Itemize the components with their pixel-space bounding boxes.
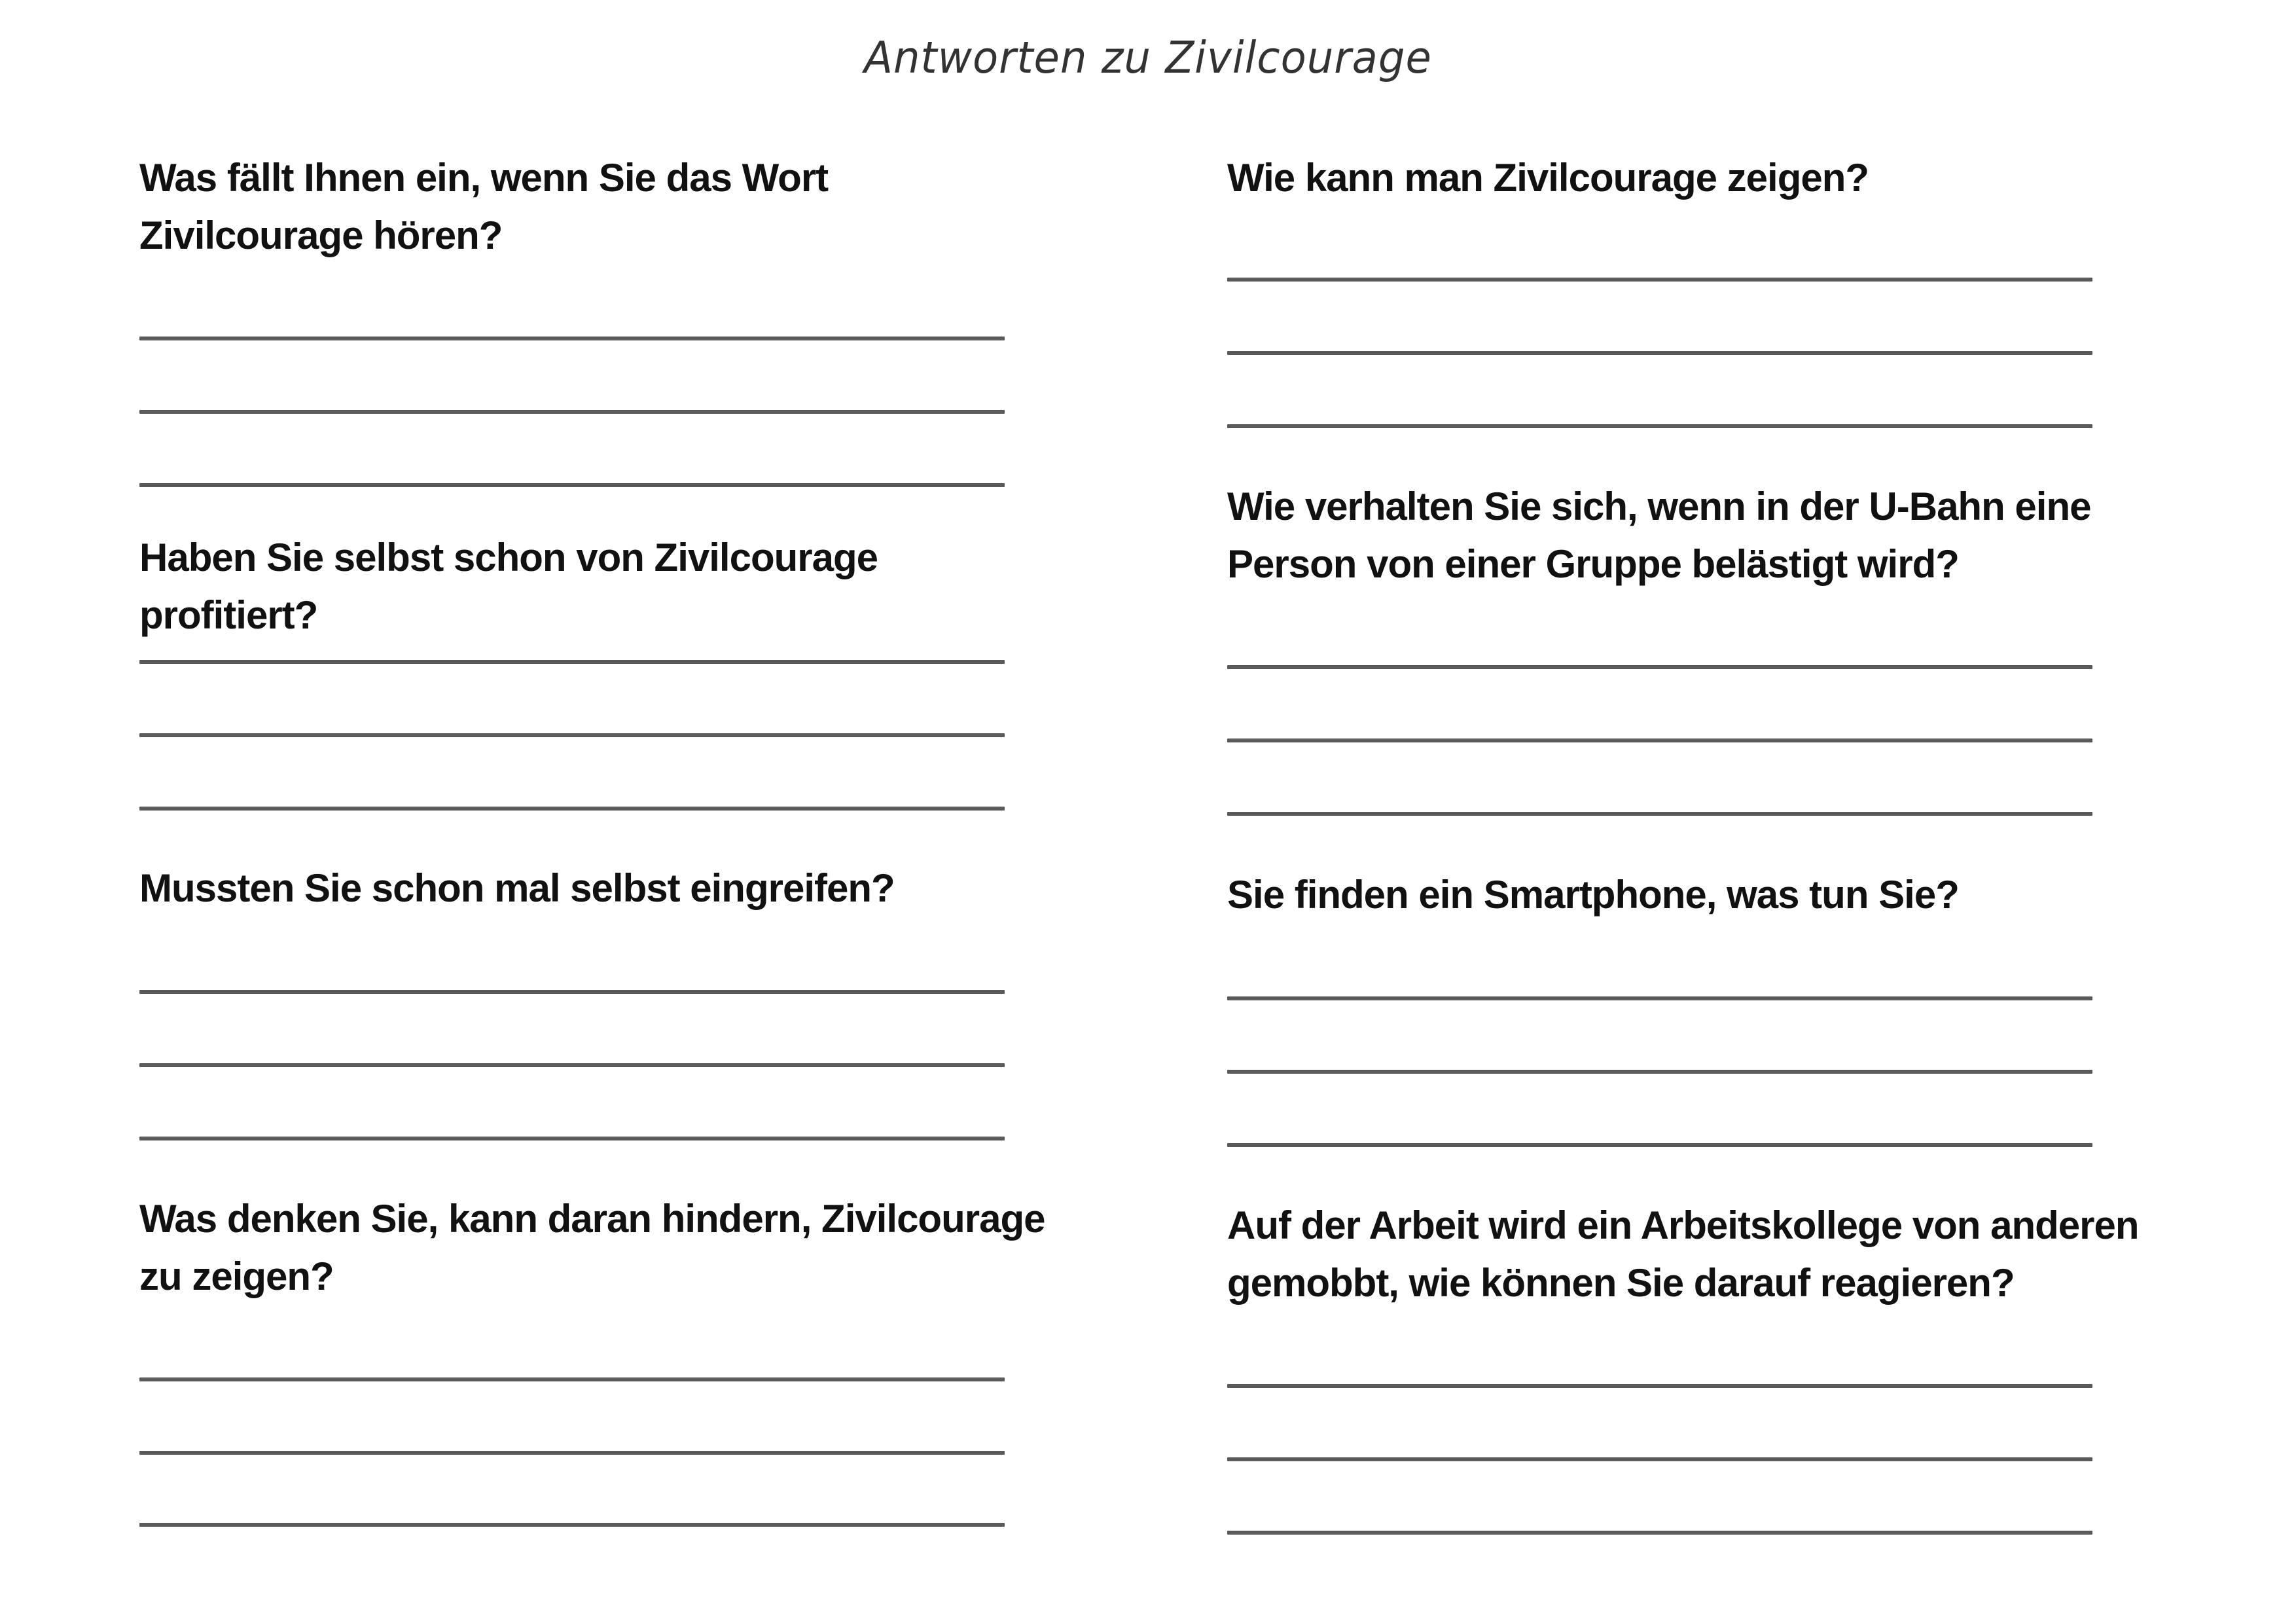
answer-line[interactable] (1227, 812, 2092, 816)
question-5: Wie kann man Zivilcourage zeigen? (1227, 156, 1869, 200)
answer-line[interactable] (139, 483, 1005, 487)
answer-line[interactable] (139, 1451, 1005, 1455)
answer-line[interactable] (139, 1063, 1005, 1067)
question-7: Sie finden ein Smartphone, was tun Sie? (1227, 873, 1959, 917)
answer-line[interactable] (1227, 278, 2092, 282)
answer-line[interactable] (139, 733, 1005, 737)
answer-line[interactable] (139, 1377, 1005, 1381)
question-3: Mussten Sie schon mal selbst eingreifen? (139, 866, 895, 910)
answer-line[interactable] (1227, 351, 2092, 355)
answer-line[interactable] (139, 1523, 1005, 1527)
answer-line[interactable] (139, 660, 1005, 664)
answer-line[interactable] (139, 1137, 1005, 1140)
answer-line[interactable] (1227, 1384, 2092, 1388)
worksheet-title: Antworten zu Zivilcourage (864, 33, 1432, 84)
answer-line[interactable] (1227, 739, 2092, 742)
answer-line[interactable] (1227, 1457, 2092, 1461)
answer-line[interactable] (1227, 424, 2092, 428)
question-1: Was fällt Ihnen ein, wenn Sie das Wort Zivilcourage hören? (139, 156, 829, 257)
answer-line[interactable] (1227, 996, 2092, 1000)
answer-line[interactable] (1227, 665, 2092, 669)
answer-line[interactable] (1227, 1531, 2092, 1535)
answer-line[interactable] (1227, 1070, 2092, 1074)
question-4: Was denken Sie, kann daran hindern, Zivilcourage zu zeigen? (139, 1197, 1045, 1298)
question-2: Haben Sie selbst schon von Zivilcourage profitiert? (139, 536, 878, 637)
question-8: Auf der Arbeit wird ein Arbeitskollege von anderen gemobbt, wie können Sie darauf reagieren? (1227, 1203, 2139, 1305)
question-6: Wie verhalten Sie sich, wenn in der U-Bahn eine Person von einer Gruppe belästigt wird? (1227, 484, 2091, 586)
answer-line[interactable] (139, 990, 1005, 994)
answer-line[interactable] (139, 337, 1005, 340)
answer-line[interactable] (1227, 1143, 2092, 1147)
answer-line[interactable] (139, 807, 1005, 811)
answer-line[interactable] (139, 410, 1005, 414)
